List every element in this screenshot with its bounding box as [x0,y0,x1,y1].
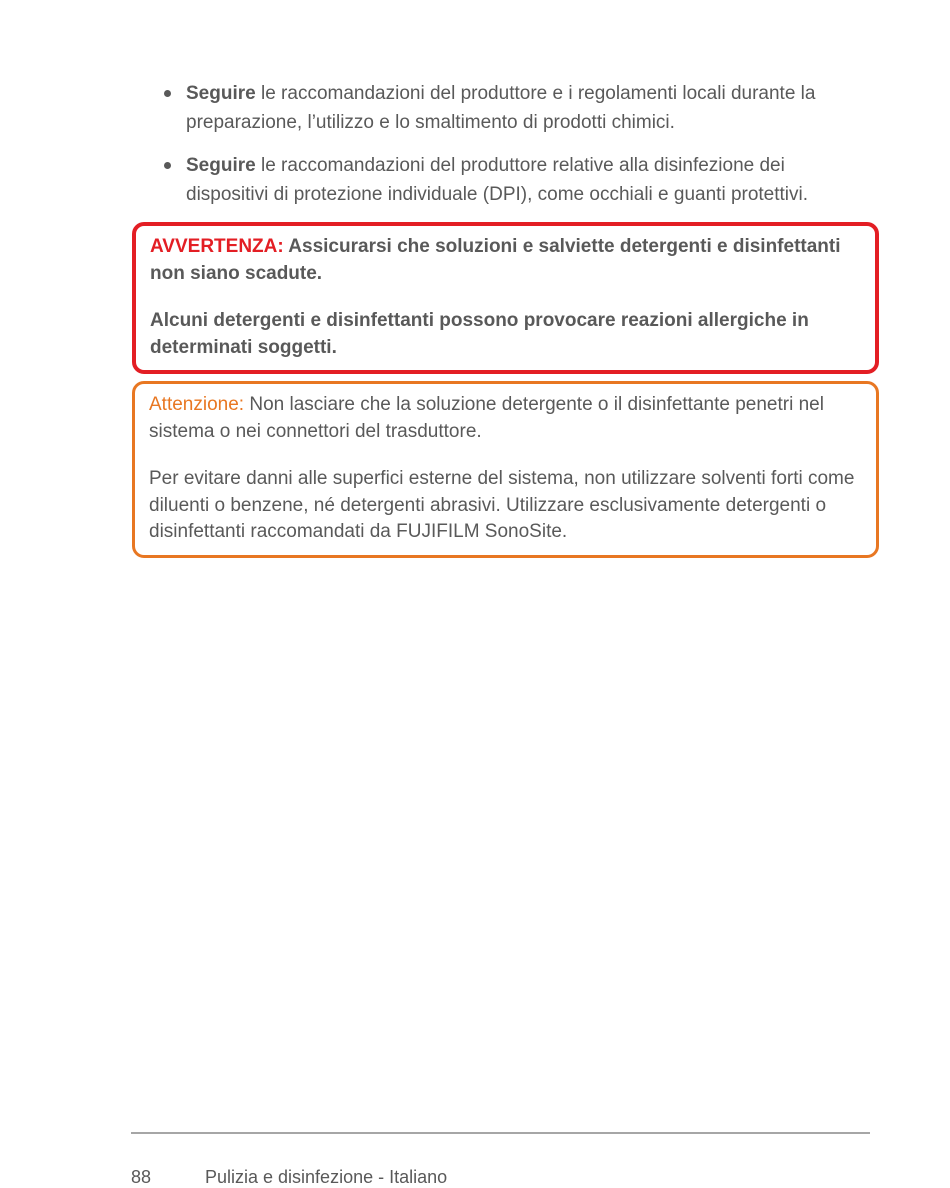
caution-paragraph [149,466,860,546]
bullet-text: le raccomandazioni del produttore relative alla disinfezione dei dispositivi di protezione individuale (DPI), come occhiali e guanti protettivi. [186,155,809,205]
bullet-lead: Seguire [186,83,256,104]
warning-box [132,222,879,374]
footer-divider [131,1132,870,1134]
bullet-icon [164,162,171,169]
caution-text: Non lasciare che la soluzione detergente o il disinfettante penetri nel sistema o nei connettori del trasduttore. [149,394,824,442]
list-item [160,79,836,137]
footer-title: Pulizia e disinfezione - Italiano [205,1167,448,1187]
warning-label: AVVERTENZA: [150,236,284,257]
caution-label: Attenzione: [149,394,245,415]
bullet-list [160,79,836,209]
warning-text: Assicurarsi che soluzioni e salviette detergenti e disinfettanti non siano scadute. [150,236,841,284]
warning-paragraph [150,308,859,361]
warning-paragraph [150,234,859,287]
page-number: 88 [131,1167,152,1187]
caution-box [132,381,879,558]
list-item [160,151,836,209]
bullet-lead: Seguire [186,155,256,176]
page-footer [131,1167,447,1188]
caution-text: Per evitare danni alle superfici esterne del sistema, non utilizzare solventi forti come diluenti o benzene, né detergenti abrasivi. Utilizzare esclusivamente detergenti o disinfettanti raccomandati da FUJIFILM SonoSite. [149,468,855,542]
warning-text: Alcuni detergenti e disinfettanti possono provocare reazioni allergiche in determinati soggetti. [150,310,809,358]
bullet-icon [164,90,171,97]
caution-paragraph [149,392,860,445]
bullet-text: le raccomandazioni del produttore e i regolamenti locali durante la preparazione, l’utilizzo e lo smaltimento di prodotti chimici. [186,83,816,133]
